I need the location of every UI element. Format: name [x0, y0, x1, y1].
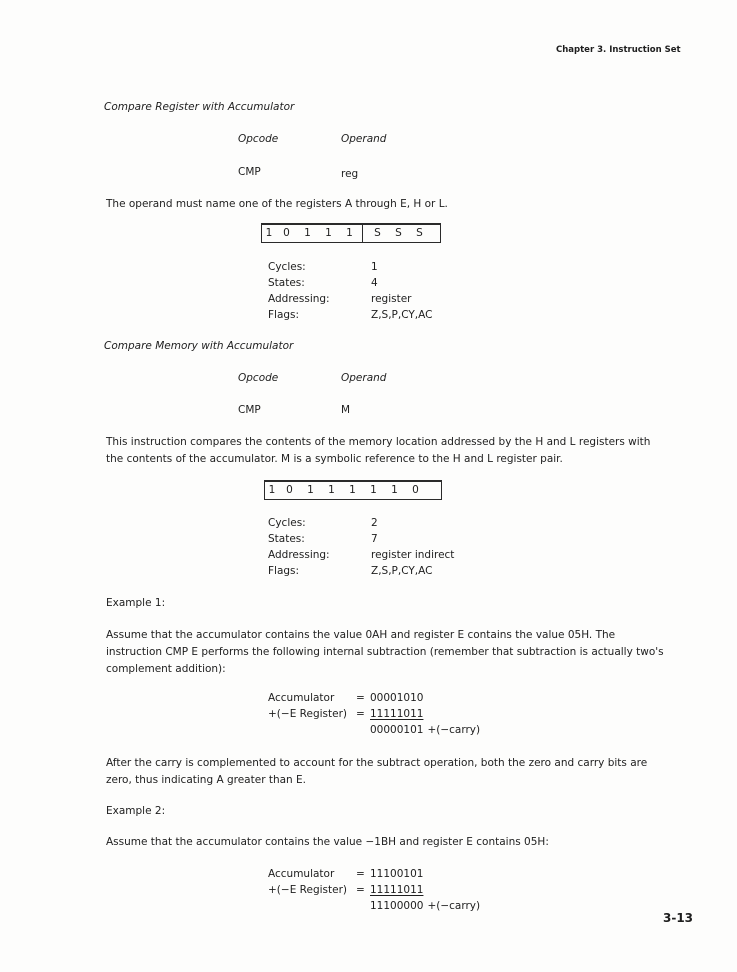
calc-result: 11100000: [370, 900, 424, 912]
calc-row: [268, 866, 480, 882]
section2-description: This instruction compares the contents of the memory location addressed by the H and L registers with the contents of the accumulator. M is a symbolic reference to the H and L register pair.: [106, 436, 651, 465]
example2-calculation: [268, 866, 480, 914]
calc-value: 11111011: [370, 884, 424, 896]
bit-cell: 1: [370, 483, 377, 496]
opcode-mnemonic: CMP: [238, 166, 261, 178]
detail-label: States:: [268, 277, 305, 289]
calc-row: [268, 706, 480, 722]
calc-row: [268, 882, 480, 898]
opcode-mnemonic: CMP: [238, 404, 261, 416]
detail-label: Flags:: [268, 565, 300, 577]
calc-label: Accumulator: [268, 868, 335, 880]
chapter-header: Chapter 3. Instruction Set: [556, 45, 681, 55]
detail-value: register: [371, 293, 412, 305]
opcode-bit-diagram: [261, 223, 441, 243]
example2-intro: Assume that the accumulator contains the value −1BH and register E contains 05H:: [106, 836, 549, 848]
detail-row: [268, 515, 488, 531]
bit-cell: 1: [307, 483, 314, 496]
register-field-divider: [362, 225, 363, 242]
calc-result-row: [268, 898, 480, 914]
opcode-heading: Opcode: [238, 133, 279, 145]
bit-cell: 1: [268, 483, 276, 496]
operand-heading: Operand: [341, 133, 387, 145]
detail-row: [268, 547, 488, 563]
section-title-cmp-reg: Compare Register with Accumulator: [104, 101, 295, 113]
calc-value: 00001010: [370, 692, 424, 704]
detail-label: Cycles:: [268, 517, 306, 529]
detail-row: [268, 531, 488, 547]
example1-calculation: [268, 690, 480, 738]
bit-cell: 1: [304, 226, 311, 239]
calc-label: Accumulator: [268, 692, 335, 704]
detail-value: register indirect: [371, 549, 455, 561]
section1-description: The operand must name one of the registers A through E, H or L.: [106, 198, 448, 210]
calc-result-suffix: +(−carry): [427, 900, 481, 912]
detail-label: Addressing:: [268, 549, 330, 561]
operand-heading: Operand: [341, 372, 387, 384]
example1-intro: Assume that the accumulator contains the value 0AH and register E contains the value 05H. The instruction CMP E performs the following internal subtraction (remember that subtraction is actually two's complement addition):: [106, 629, 664, 675]
calc-result-row: [268, 722, 480, 738]
equals-sign: =: [356, 868, 365, 880]
detail-label: Flags:: [268, 309, 300, 321]
bit-cell: 1: [391, 483, 398, 496]
bit-cell: S: [395, 226, 402, 239]
section1-details: [268, 259, 488, 323]
equals-sign: =: [356, 708, 365, 720]
opcode-heading: Opcode: [238, 372, 279, 384]
example2-title: Example 2:: [106, 805, 166, 817]
calc-result: 00000101: [370, 724, 424, 736]
detail-value: 2: [371, 517, 378, 529]
example1-conclusion: After the carry is complemented to account for the subtract operation, both the zero and carry bits are zero, thus indicating A greater than E.: [106, 757, 648, 786]
detail-label: Cycles:: [268, 261, 306, 273]
equals-sign: =: [356, 692, 365, 704]
operand-value: reg: [341, 168, 359, 180]
bit-cell: 1: [346, 226, 353, 239]
equals-sign: =: [356, 884, 365, 896]
detail-value: 1: [371, 261, 378, 273]
bit-cell: 0: [283, 226, 290, 239]
bit-cell: 0: [286, 483, 293, 496]
detail-value: 4: [371, 277, 378, 289]
bit-cell: 1: [325, 226, 332, 239]
operand-value: M: [341, 404, 351, 416]
calc-label: +(−E Register): [268, 884, 347, 896]
bit-cell: 1: [328, 483, 335, 496]
page-number: 3-13: [663, 911, 694, 925]
bit-cell: 0: [412, 483, 419, 496]
bit-cell: 1: [349, 483, 356, 496]
detail-row: [268, 563, 488, 579]
bit-cell: S: [374, 226, 381, 239]
detail-label: Addressing:: [268, 293, 330, 305]
section2-details: [268, 515, 488, 579]
detail-row: [268, 259, 488, 275]
bit-cell: 1: [265, 226, 273, 239]
example1-title: Example 1:: [106, 597, 166, 609]
detail-value: Z,S,P,CY,AC: [371, 309, 433, 321]
detail-row: [268, 275, 488, 291]
detail-row: [268, 307, 488, 323]
calc-value: 11111011: [370, 708, 424, 720]
section-title-cmp-mem: Compare Memory with Accumulator: [104, 340, 294, 352]
calc-row: [268, 690, 480, 706]
calc-value: 11100101: [370, 868, 424, 880]
calc-label: +(−E Register): [268, 708, 347, 720]
detail-row: [268, 291, 488, 307]
calc-result-suffix: +(−carry): [427, 724, 481, 736]
opcode-bit-diagram: [264, 480, 442, 500]
bit-cell: S: [416, 226, 423, 239]
detail-value: Z,S,P,CY,AC: [371, 565, 433, 577]
detail-label: States:: [268, 533, 305, 545]
detail-value: 7: [371, 533, 378, 545]
